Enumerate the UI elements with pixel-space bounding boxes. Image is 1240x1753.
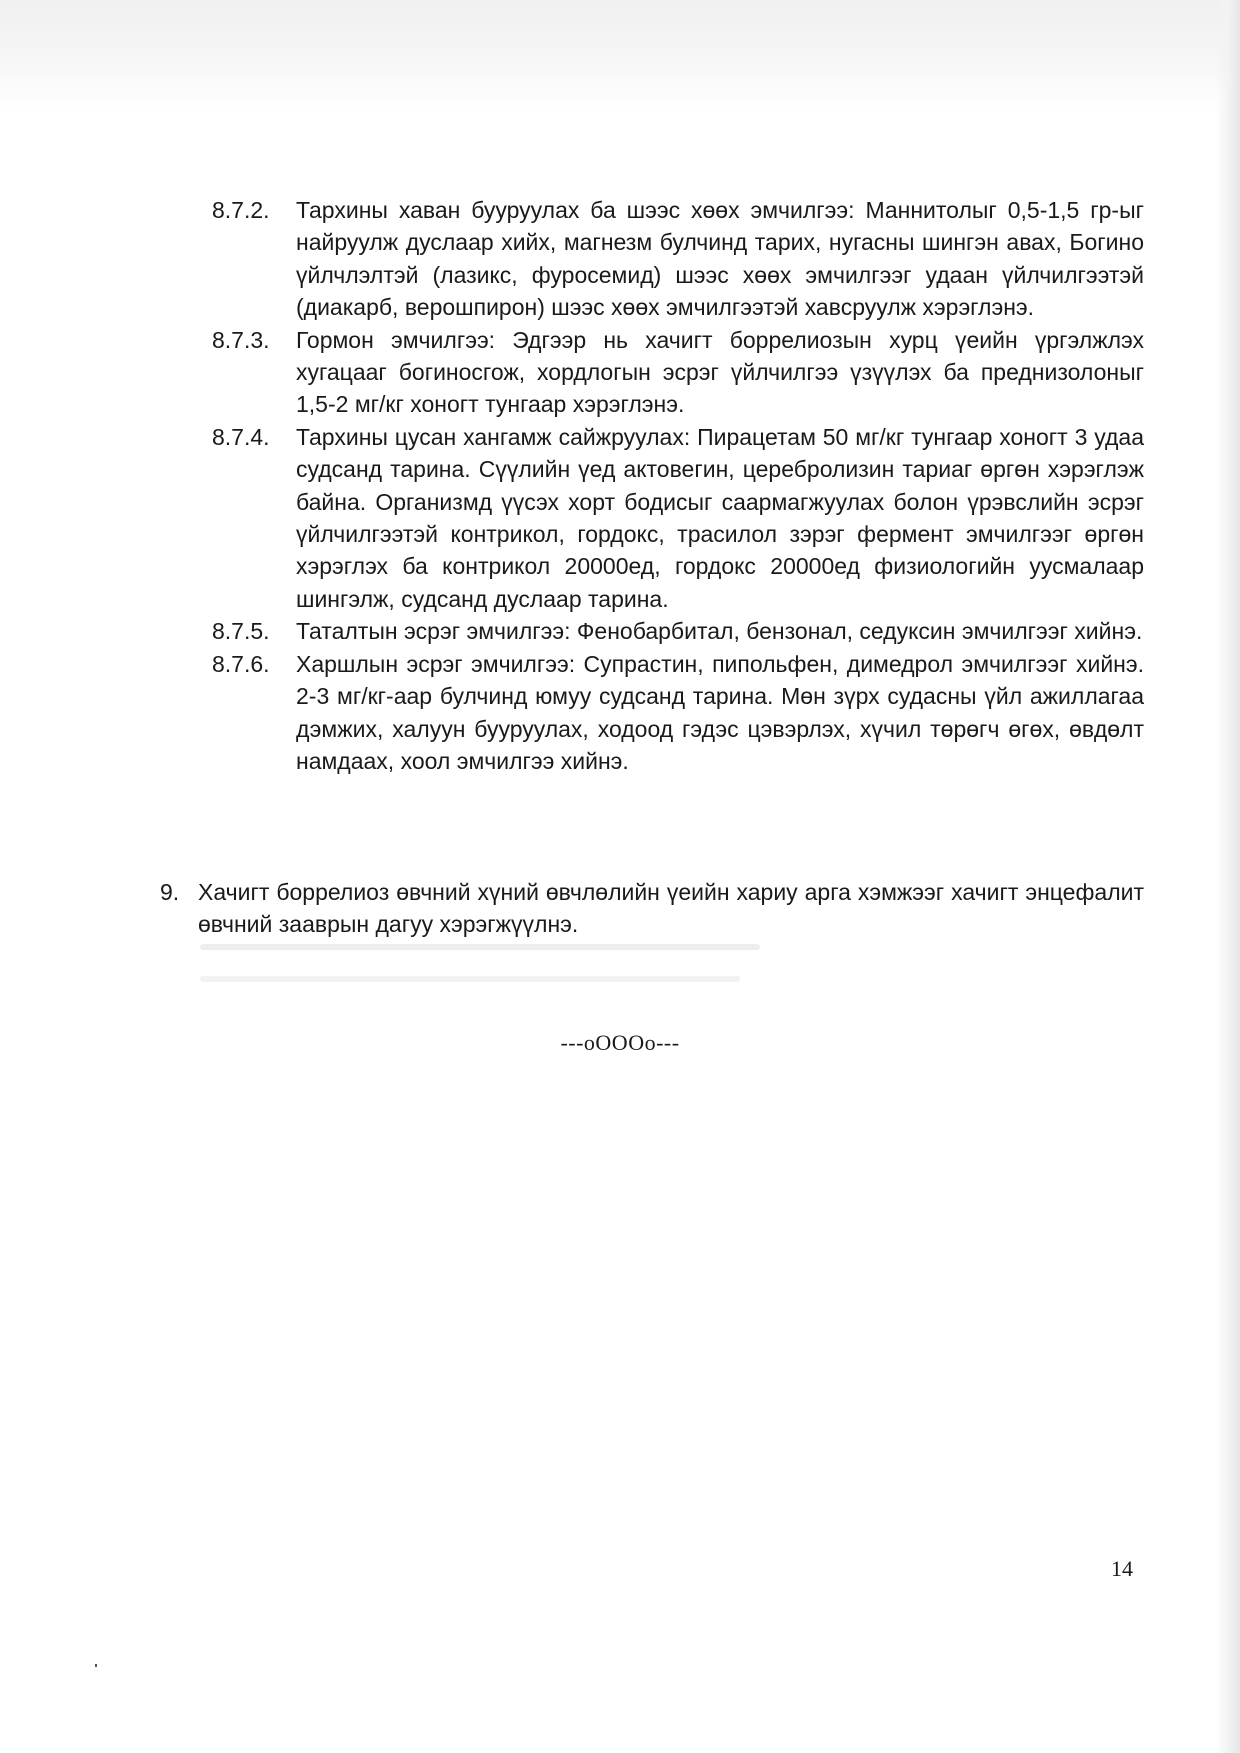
subsection-8-7-6 <box>212 648 1144 778</box>
subsection-list <box>212 194 1144 777</box>
subsection-number: 8.7.4. <box>212 423 270 450</box>
scan-shadow-top <box>0 0 1240 110</box>
subsection-8-7-2 <box>212 194 1144 324</box>
section-9 <box>160 876 1144 941</box>
section-number: 9. <box>160 879 180 905</box>
section-text: Хачигт боррелиоз өвчний хүний өвчлөлийн үеийн хариу арга хэмжээг хачигт энцефалит өвчний зааврын дагуу хэрэгжүүлнэ. <box>198 879 1144 938</box>
page-number: 14 <box>1111 1556 1133 1581</box>
scan-speck <box>95 1664 97 1667</box>
bleed-through-line <box>200 976 740 982</box>
end-separator: ---oOOOo--- <box>560 1030 680 1055</box>
subsection-number: 8.7.5. <box>212 618 270 645</box>
subsection-text: Гормон эмчилгээ: Эдгээр нь хачигт боррелиозын хурц үеийн үргэлжлэх хугацааг богиносгож, хордлогын эсрэг үйлчилгээ үзүүлэх ба преднизолоныг 1,5-2 мг/кг хоногт тунгаар хэрэглэнэ. <box>296 326 1144 418</box>
subsection-text: Таталтын эсрэг эмчилгээ: Фенобарбитал, бензонал, седуксин эмчилгээг хийнэ. <box>296 618 1143 645</box>
subsection-text: Тархины хаван бууруулах ба шээс хөөх эмчилгээ: Маннитолыг 0,5-1,5 гр-ыг найруулж дуслаар хийх, магнезм булчинд тарих, нугасны шингэн авах, Богино үйлчлэлтэй (лазикс, фуросемид) шээс хөөх эмчилгээг удаан үйлчилгээтэй (диакарб, верошпирон) шээс хөөх эмчилгээтэй хавсруулж хэрэглэнэ. <box>296 197 1144 321</box>
subsection-8-7-3 <box>212 324 1144 421</box>
subsection-text: Тархины цусан хангамж сайжруулах: Пирацетам 50 мг/кг тунгаар хоногт 3 удаа судсанд тарина. Сүүлийн үед актовегин, церебролизин тариаг өргөн хэрэглэж байна. Организмд үүсэх хорт бодисыг саармагжуулах болон үрэвслийн эсрэг үйлчилгээтэй контрикол, гордокс, трасилол зэрэг фермент эмчилгээг өргөн хэрэглэх ба контрикол 20000ед, гордокс 20000ед физиологийн уусмалаар шингэлж, судсанд дуслаар тарина. <box>296 423 1144 612</box>
subsection-number: 8.7.6. <box>212 650 270 677</box>
scan-shadow-right <box>1216 0 1240 1753</box>
subsection-8-7-4 <box>212 421 1144 615</box>
subsection-number: 8.7.2. <box>212 197 270 223</box>
subsection-number: 8.7.3. <box>212 326 270 353</box>
bleed-through-line <box>200 944 760 950</box>
subsection-8-7-5 <box>212 615 1144 647</box>
subsection-text: Харшлын эсрэг эмчилгээ: Супрастин, пипольфен, димедрол эмчилгээг хийнэ. 2-3 мг/кг-аар булчинд юмуу судсанд тарина. Мөн зүрх судасны үйл ажиллагаа дэмжих, халуун бууруулах, ходоод гэдэс цэвэрлэх, хүчил төрөгч өгөх, өвдөлт намдаах, хоол эмчилгээ хийнэ. <box>296 650 1144 774</box>
